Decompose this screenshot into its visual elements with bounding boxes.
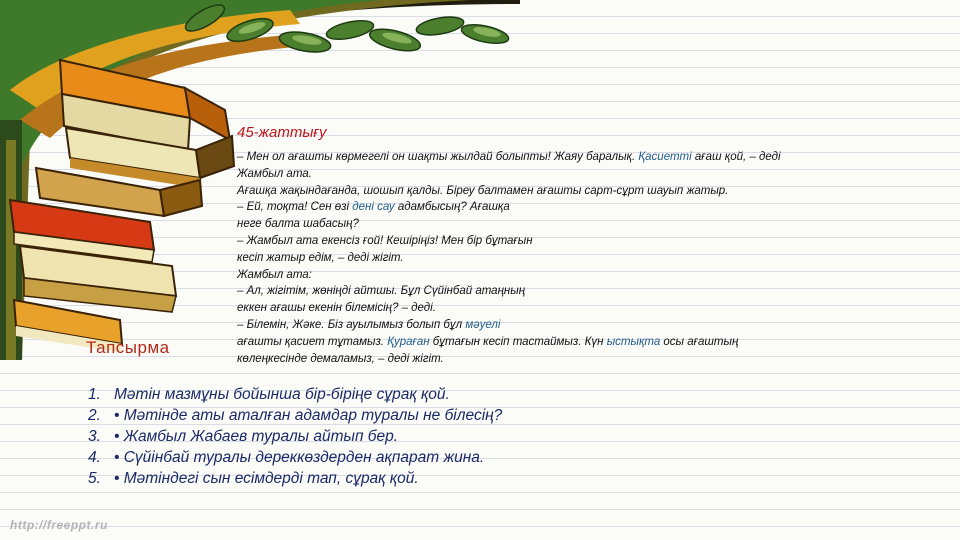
passage-segment: Жамбыл ата: (237, 268, 312, 281)
task-number: 2. (88, 407, 101, 424)
task-text: • Мәтінде аты аталған адамдар туралы не білесің? (114, 407, 503, 424)
highlighted-word: мәуелі (465, 318, 501, 331)
task-text: Мәтін мазмұны бойынша бір-біріңе сұрақ қой. (114, 386, 450, 403)
task-number: 5. (88, 470, 101, 487)
highlighted-word: дені сау (352, 201, 395, 214)
passage-segment: ағаш қой, – деді (691, 151, 781, 163)
passage-line (237, 183, 927, 200)
passage-line (237, 351, 927, 368)
task-number: 3. (88, 428, 101, 445)
task-item (88, 405, 502, 426)
task-item (88, 468, 502, 489)
passage-line (237, 267, 927, 284)
passage-line (237, 166, 927, 183)
task-item (88, 384, 502, 405)
passage-segment: бұтағын кесіп тастаймыз. Күн (429, 335, 607, 348)
task-number: 1. (88, 386, 101, 403)
task-heading: Тапсырма (86, 338, 170, 357)
exercise-title: 45-жаттығу (237, 124, 327, 141)
passage-line (237, 317, 927, 334)
passage-segment: – Ей, тоқта! Сен өзі (237, 201, 353, 214)
passage-segment: кесіп жатыр едім, – деді жігіт. (237, 251, 404, 264)
task-item (88, 426, 502, 447)
task-text: • Сүйінбай туралы дереккөздерден ақпарат жина. (114, 449, 485, 466)
passage-line (237, 149, 927, 166)
passage-segment: – Мен ол ағашты көрмегелі он шақты жылдай болыпты! Жаяу баралық. (237, 151, 639, 163)
highlighted-word: ыстықта (606, 335, 661, 348)
passage-segment: Жамбыл ата. (237, 167, 312, 180)
passage-line (237, 250, 927, 267)
task-number: 4. (88, 449, 101, 466)
passage-line (237, 216, 927, 233)
passage-segment: адамбысың? Ағашқа (394, 201, 510, 214)
task-text: • Мәтіндегі сын есімдерді тап, сұрақ қой. (114, 470, 419, 487)
passage-segment: Ағашқа жақындағанда, шошып қалды. Біреу балтамен ағашты сарт-сұрт шауып жатыр. (237, 184, 729, 197)
passage-segment: еккен ағашы екенін білемісің? – деді. (237, 302, 436, 315)
footer-url: http://freeppt.ru (10, 518, 108, 532)
highlighted-word: Қасиетті (638, 151, 692, 163)
passage-line (237, 199, 927, 216)
task-text: • Жамбыл Жабаев туралы айтып бер. (114, 428, 399, 445)
passage-line (237, 283, 927, 300)
task-list (88, 384, 502, 489)
passage-text (237, 149, 927, 367)
passage-line (237, 300, 927, 317)
highlighted-word: Қураған (387, 335, 430, 348)
passage-segment: көлеңкесінде демаламыз, – деді жігіт. (237, 352, 444, 365)
passage-line (237, 334, 927, 351)
task-item (88, 447, 502, 468)
passage-segment: – Ал, жігітім, жөніңді айтшы. Бұл Сүйінбай атаңның (237, 285, 526, 298)
passage-segment: неге балта шабасың? (237, 218, 359, 231)
passage-segment: ағашты қасиет тұтамыз. (237, 335, 388, 348)
passage-segment: – Жамбыл ата екенсіз ғой! Кешіріңіз! Мен бір бұтағын (237, 234, 533, 247)
passage-segment: – Білемін, Жәке. Біз ауылымыз болып бұл (237, 318, 466, 331)
passage-segment: осы ағаштың (660, 335, 739, 348)
passage-line (237, 233, 927, 250)
